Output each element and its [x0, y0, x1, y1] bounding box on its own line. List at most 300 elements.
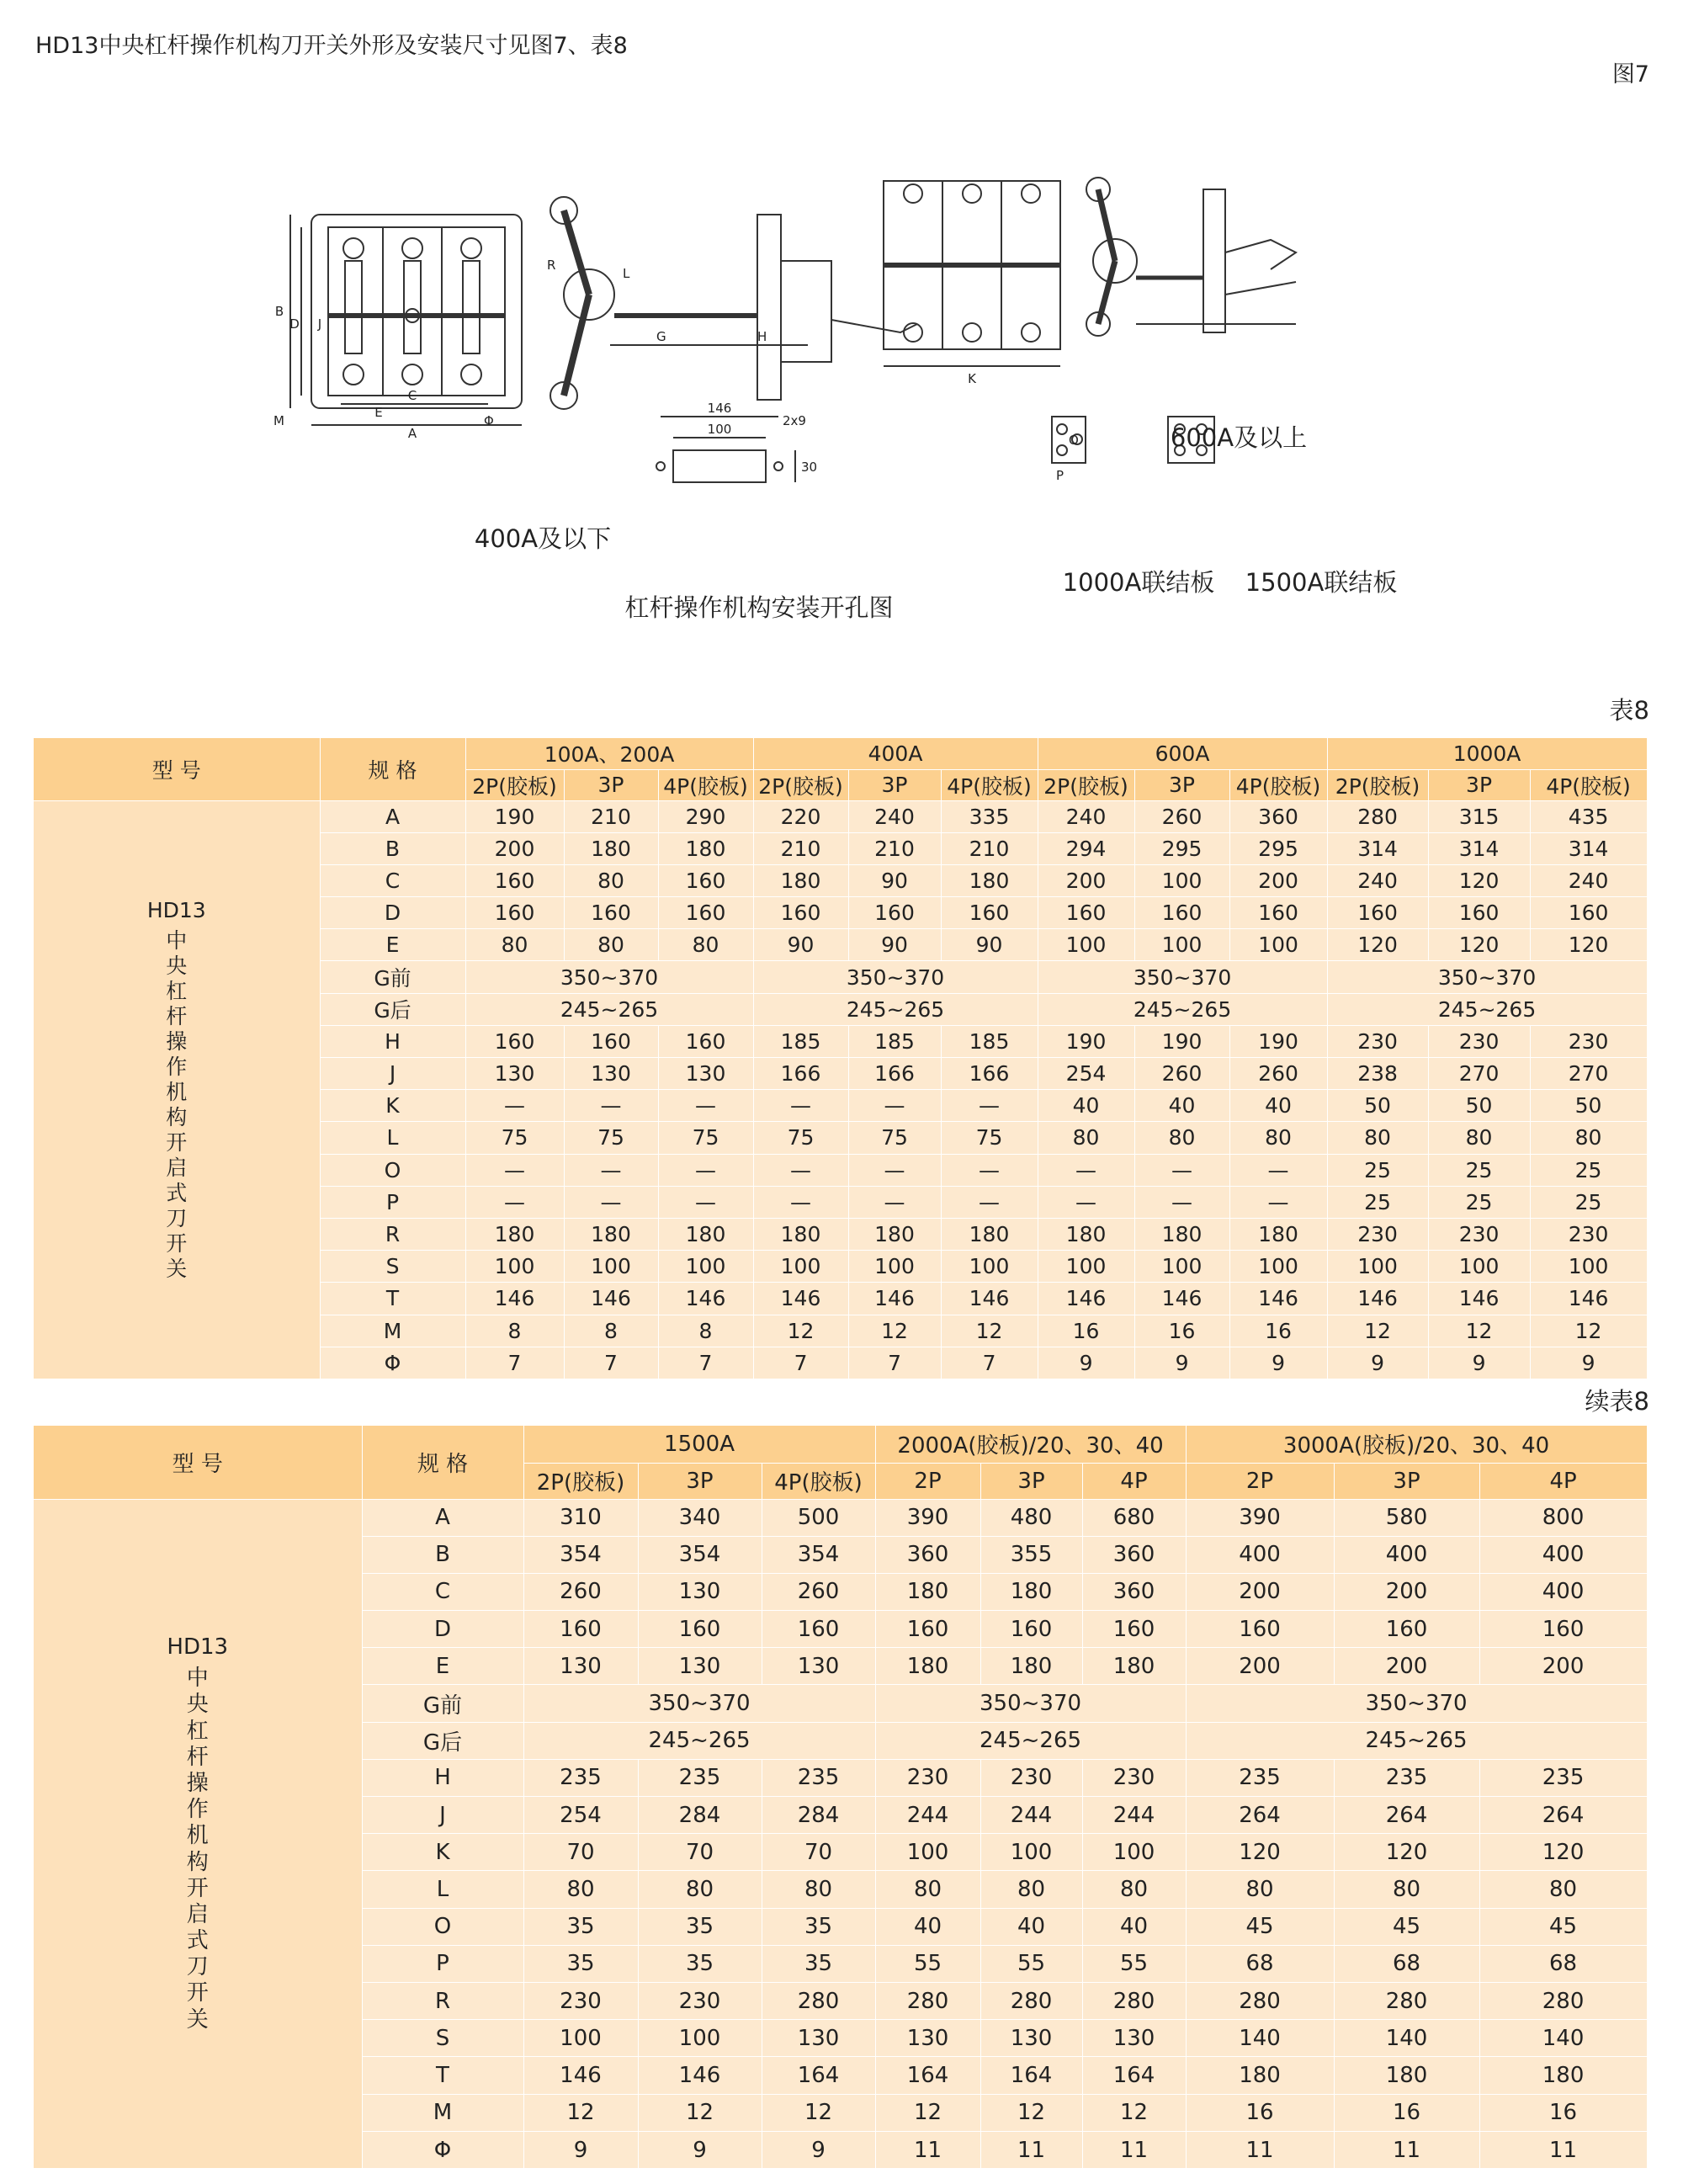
value-cell: — — [1038, 1186, 1134, 1218]
value-cell: 270 — [1530, 1058, 1647, 1090]
value-cell: 160 — [523, 1611, 638, 1648]
spec-table-1 — [34, 738, 1648, 1379]
group-header: 400A — [753, 738, 1038, 769]
value-cell: 244 — [1082, 1797, 1186, 1834]
value-cell: 12 — [980, 2094, 1082, 2131]
value-cell: 11 — [875, 2131, 980, 2168]
caption-tie-1000: 1000A联结板 — [1062, 568, 1215, 597]
value-cell: 120 — [1428, 864, 1530, 896]
value-cell: 180 — [753, 864, 848, 896]
value-cell: 166 — [848, 1058, 941, 1090]
value-cell: 80 — [1229, 1122, 1327, 1154]
value-cell: 264 — [1186, 1797, 1334, 1834]
dim-phi: Φ — [484, 413, 494, 428]
group-header: 1000A — [1327, 738, 1647, 769]
pole-header: 4P(胶板) — [658, 769, 753, 800]
value-cell: 100 — [1134, 929, 1229, 961]
value-cell: 160 — [465, 897, 564, 929]
pole-header: 2P(胶板) — [1327, 769, 1428, 800]
value-cell: 180 — [941, 864, 1038, 896]
value-cell: 130 — [523, 1648, 638, 1685]
value-cell: 190 — [1229, 1025, 1327, 1057]
value-cell: 80 — [564, 929, 658, 961]
value-cell: 390 — [875, 1499, 980, 1536]
value-cell: 80 — [523, 1871, 638, 1908]
value-cell: 284 — [638, 1797, 762, 1834]
value-cell: 45 — [1186, 1908, 1334, 1945]
value-cell: 7 — [753, 1347, 848, 1379]
value-cell: 80 — [1082, 1871, 1186, 1908]
value-cell: 210 — [941, 832, 1038, 864]
spec-cell: E — [320, 929, 465, 961]
spec-cell: O — [320, 1154, 465, 1186]
spec-cell: D — [320, 897, 465, 929]
dim-E: E — [374, 405, 383, 420]
value-cell: 180 — [658, 1218, 753, 1250]
pole-header: 4P(胶板) — [1229, 769, 1327, 800]
merged-value-cell: 350~370 — [1038, 961, 1327, 993]
value-cell: 12 — [875, 2094, 980, 2131]
value-cell: 235 — [762, 1759, 875, 1796]
value-cell: 80 — [1530, 1122, 1647, 1154]
value-cell: 9 — [1038, 1347, 1134, 1379]
table2-label: 续表8 — [1585, 1387, 1649, 1416]
value-cell: 235 — [523, 1759, 638, 1796]
value-cell: 35 — [762, 1908, 875, 1945]
value-cell: 230 — [1428, 1218, 1530, 1250]
value-cell: 75 — [753, 1122, 848, 1154]
value-cell: 180 — [1334, 2057, 1479, 2094]
value-cell: 180 — [980, 1573, 1082, 1610]
value-cell: 12 — [753, 1315, 848, 1347]
value-cell: 190 — [465, 800, 564, 832]
dim-R: R — [547, 258, 556, 273]
pole-header: 2P — [1186, 1463, 1334, 1499]
value-cell: 400 — [1479, 1573, 1647, 1610]
value-cell: 80 — [658, 929, 753, 961]
value-cell: 235 — [1479, 1759, 1647, 1796]
spec-cell: L — [362, 1871, 523, 1908]
value-cell: 80 — [1479, 1871, 1647, 1908]
value-cell: 80 — [564, 864, 658, 896]
value-cell: 400 — [1186, 1536, 1334, 1573]
dim-A: A — [407, 426, 417, 441]
table-row — [34, 800, 1647, 832]
dim-D: D — [289, 316, 300, 332]
value-cell: 100 — [638, 2020, 762, 2057]
spec-cell: R — [320, 1218, 465, 1250]
spec-cell: P — [362, 1945, 523, 1982]
value-cell: — — [848, 1186, 941, 1218]
header-row-groups — [34, 738, 1647, 769]
value-cell: 200 — [1038, 864, 1134, 896]
cut-2x9: 2x9 — [783, 413, 806, 428]
value-cell: 160 — [1038, 897, 1134, 929]
value-cell: 35 — [638, 1945, 762, 1982]
value-cell: 11 — [1479, 2131, 1647, 2168]
cut-100: 100 — [707, 422, 732, 437]
value-cell: 40 — [1038, 1090, 1134, 1122]
value-cell: 180 — [1479, 2057, 1647, 2094]
caption-400: 400A及以下 — [474, 524, 612, 553]
pole-header: 2P — [875, 1463, 980, 1499]
value-cell: 185 — [848, 1025, 941, 1057]
value-cell: 50 — [1530, 1090, 1647, 1122]
value-cell: 294 — [1038, 832, 1134, 864]
value-cell: 160 — [753, 897, 848, 929]
value-cell: 25 — [1530, 1154, 1647, 1186]
dim-K: K — [968, 371, 976, 386]
merged-value-cell: 245~265 — [523, 1722, 875, 1759]
value-cell: 100 — [1229, 1251, 1327, 1283]
pole-header: 4P — [1479, 1463, 1647, 1499]
merged-value-cell: 350~370 — [523, 1685, 875, 1722]
value-cell: 80 — [1334, 1871, 1479, 1908]
value-cell: 360 — [875, 1536, 980, 1573]
value-cell: 260 — [1134, 1058, 1229, 1090]
value-cell: 190 — [1134, 1025, 1229, 1057]
pole-header: 3P — [564, 769, 658, 800]
model-description: 中央杠杆操作机构开启式刀开关 — [186, 1666, 209, 2033]
spec-cell: O — [362, 1908, 523, 1945]
value-cell: 146 — [658, 1283, 753, 1315]
value-cell: 12 — [848, 1315, 941, 1347]
group-header: 3000A(胶板)/20、30、40 — [1186, 1426, 1647, 1463]
value-cell: 180 — [1038, 1218, 1134, 1250]
spec-cell: A — [362, 1499, 523, 1536]
value-cell: 146 — [1038, 1283, 1134, 1315]
value-cell: 264 — [1334, 1797, 1479, 1834]
value-cell: 160 — [658, 1025, 753, 1057]
value-cell: 354 — [762, 1536, 875, 1573]
value-cell: 35 — [638, 1908, 762, 1945]
cut-146: 146 — [707, 401, 732, 416]
pole-header: 3P — [1134, 769, 1229, 800]
value-cell: 160 — [1327, 897, 1428, 929]
value-cell: 9 — [1428, 1347, 1530, 1379]
value-cell: 435 — [1530, 800, 1647, 832]
value-cell: 140 — [1334, 2020, 1479, 2057]
value-cell: 9 — [523, 2131, 638, 2168]
value-cell: 130 — [465, 1058, 564, 1090]
merged-value-cell: 245~265 — [1038, 993, 1327, 1025]
value-cell: 50 — [1327, 1090, 1428, 1122]
value-cell: 160 — [1530, 897, 1647, 929]
model-name: HD13 — [167, 1634, 229, 1661]
value-cell: 16 — [1134, 1315, 1229, 1347]
value-cell: 480 — [980, 1499, 1082, 1536]
value-cell: 160 — [658, 897, 753, 929]
value-cell: 146 — [1530, 1283, 1647, 1315]
value-cell: 400 — [1479, 1536, 1647, 1573]
value-cell: 100 — [1134, 864, 1229, 896]
value-cell: 160 — [762, 1611, 875, 1648]
value-cell: 295 — [1134, 832, 1229, 864]
value-cell: 146 — [753, 1283, 848, 1315]
value-cell: 45 — [1334, 1908, 1479, 1945]
value-cell: 16 — [1186, 2094, 1334, 2131]
spec-cell: G后 — [362, 1722, 523, 1759]
value-cell: 160 — [848, 897, 941, 929]
value-cell: 230 — [638, 1982, 762, 2019]
dim-J: J — [317, 316, 322, 332]
value-cell: 45 — [1479, 1908, 1647, 1945]
value-cell: 40 — [980, 1908, 1082, 1945]
pole-header: 2P(胶板) — [1038, 769, 1134, 800]
value-cell: 40 — [1082, 1908, 1186, 1945]
value-cell: 70 — [523, 1834, 638, 1871]
value-cell: 35 — [762, 1945, 875, 1982]
value-cell: 260 — [762, 1573, 875, 1610]
value-cell: 11 — [1186, 2131, 1334, 2168]
spec-cell: G前 — [320, 961, 465, 993]
value-cell: 166 — [941, 1058, 1038, 1090]
value-cell: 146 — [1134, 1283, 1229, 1315]
value-cell: — — [848, 1090, 941, 1122]
value-cell: 260 — [1134, 800, 1229, 832]
value-cell: 130 — [1082, 2020, 1186, 2057]
value-cell: 40 — [1229, 1090, 1327, 1122]
value-cell: 16 — [1479, 2094, 1647, 2131]
value-cell: 200 — [1229, 864, 1327, 896]
value-cell: 230 — [1082, 1759, 1186, 1796]
value-cell: 146 — [523, 2057, 638, 2094]
dim-B: B — [274, 304, 284, 319]
value-cell: 160 — [1479, 1611, 1647, 1648]
value-cell: 11 — [1082, 2131, 1186, 2168]
value-cell: 11 — [1334, 2131, 1479, 2168]
spec-cell: M — [320, 1315, 465, 1347]
cutout-rect — [673, 450, 766, 482]
spec-cell: B — [362, 1536, 523, 1573]
spec-cell: M — [362, 2094, 523, 2131]
spec-cell: Φ — [362, 2131, 523, 2168]
value-cell: 9 — [638, 2131, 762, 2168]
value-cell: 90 — [941, 929, 1038, 961]
value-cell: — — [941, 1154, 1038, 1186]
value-cell: 240 — [1327, 864, 1428, 896]
value-cell: — — [564, 1186, 658, 1218]
model-header: 型 号 — [34, 738, 320, 800]
value-cell: 75 — [941, 1122, 1038, 1154]
value-cell: 75 — [465, 1122, 564, 1154]
spec-cell: K — [362, 1834, 523, 1871]
value-cell: 240 — [1530, 864, 1647, 896]
value-cell: 100 — [1428, 1251, 1530, 1283]
value-cell: 200 — [1334, 1573, 1479, 1610]
value-cell: 55 — [1082, 1945, 1186, 1982]
value-cell: 80 — [1327, 1122, 1428, 1154]
value-cell: 164 — [1082, 2057, 1186, 2094]
value-cell: 270 — [1428, 1058, 1530, 1090]
value-cell: 235 — [638, 1759, 762, 1796]
value-cell: 200 — [1186, 1648, 1334, 1685]
side-plate — [757, 215, 781, 400]
value-cell: 230 — [1530, 1025, 1647, 1057]
value-cell: 55 — [875, 1945, 980, 1982]
value-cell: 160 — [564, 1025, 658, 1057]
value-cell: 354 — [638, 1536, 762, 1573]
spec-cell: T — [320, 1283, 465, 1315]
value-cell: 9 — [1229, 1347, 1327, 1379]
model-cell — [34, 1499, 362, 2168]
model-cell — [34, 800, 320, 1379]
value-cell: 314 — [1327, 832, 1428, 864]
merged-value-cell: 245~265 — [875, 1722, 1186, 1759]
value-cell: 295 — [1229, 832, 1327, 864]
value-cell: 390 — [1186, 1499, 1334, 1536]
dim-H: H — [757, 329, 767, 344]
spec-cell: S — [320, 1251, 465, 1283]
spec-cell: L — [320, 1122, 465, 1154]
value-cell: — — [564, 1090, 658, 1122]
value-cell: 254 — [523, 1797, 638, 1834]
value-cell: 180 — [875, 1573, 980, 1610]
value-cell: 235 — [1186, 1759, 1334, 1796]
value-cell: — — [658, 1154, 753, 1186]
value-cell: 146 — [1428, 1283, 1530, 1315]
merged-value-cell: 350~370 — [465, 961, 753, 993]
value-cell: 160 — [465, 1025, 564, 1057]
value-cell: 100 — [523, 2020, 638, 2057]
value-cell: 12 — [762, 2094, 875, 2131]
value-cell: 12 — [1327, 1315, 1428, 1347]
value-cell: 230 — [523, 1982, 638, 2019]
spec-cell: E — [362, 1648, 523, 1685]
pole-header: 4P — [1082, 1463, 1186, 1499]
model-name: HD13 — [146, 897, 206, 922]
value-cell: 100 — [1038, 1251, 1134, 1283]
spec-cell: G后 — [320, 993, 465, 1025]
value-cell: 120 — [1334, 1834, 1479, 1871]
value-cell: 100 — [753, 1251, 848, 1283]
value-cell: 284 — [762, 1797, 875, 1834]
value-cell: 314 — [1530, 832, 1647, 864]
value-cell: 130 — [875, 2020, 980, 2057]
value-cell: 280 — [762, 1982, 875, 2019]
dim-O: O — [1069, 433, 1079, 448]
value-cell: 160 — [941, 897, 1038, 929]
value-cell: 580 — [1334, 1499, 1479, 1536]
value-cell: 164 — [980, 2057, 1082, 2094]
value-cell: 75 — [848, 1122, 941, 1154]
value-cell: 7 — [848, 1347, 941, 1379]
value-cell: 180 — [753, 1218, 848, 1250]
value-cell: 100 — [564, 1251, 658, 1283]
value-cell: 100 — [1038, 929, 1134, 961]
value-cell: 340 — [638, 1499, 762, 1536]
value-cell: — — [465, 1090, 564, 1122]
value-cell: 25 — [1327, 1154, 1428, 1186]
value-cell: 100 — [658, 1251, 753, 1283]
value-cell: — — [1229, 1186, 1327, 1218]
value-cell: 160 — [658, 864, 753, 896]
value-cell: 12 — [1428, 1315, 1530, 1347]
value-cell: 240 — [848, 800, 941, 832]
value-cell: 50 — [1428, 1090, 1530, 1122]
dim-C: C — [407, 388, 417, 403]
value-cell: 146 — [1229, 1283, 1327, 1315]
spec-cell: S — [362, 2020, 523, 2057]
pole-header: 3P — [1334, 1463, 1479, 1499]
value-cell: 160 — [1428, 897, 1530, 929]
value-cell: 280 — [1479, 1982, 1647, 2019]
value-cell: 75 — [658, 1122, 753, 1154]
spec-table-2 — [34, 1426, 1648, 2168]
value-cell: 100 — [875, 1834, 980, 1871]
value-cell: 160 — [1334, 1611, 1479, 1648]
value-cell: 180 — [1186, 2057, 1334, 2094]
cut-30: 30 — [801, 460, 818, 475]
dim-M: M — [273, 413, 284, 428]
caption-600: 600A及以上 — [1170, 423, 1308, 452]
value-cell: 100 — [980, 1834, 1082, 1871]
merged-value-cell: 245~265 — [465, 993, 753, 1025]
value-cell: 254 — [1038, 1058, 1134, 1090]
value-cell: 146 — [638, 2057, 762, 2094]
value-cell: 200 — [465, 832, 564, 864]
value-cell: 200 — [1479, 1648, 1647, 1685]
value-cell: 180 — [465, 1218, 564, 1250]
value-cell: 130 — [658, 1058, 753, 1090]
value-cell: 180 — [848, 1218, 941, 1250]
group-header: 100A、200A — [465, 738, 753, 769]
value-cell: 240 — [1038, 800, 1134, 832]
value-cell: 80 — [875, 1871, 980, 1908]
spec-cell: Φ — [320, 1347, 465, 1379]
value-cell: 68 — [1334, 1945, 1479, 1982]
spec-header: 规 格 — [320, 738, 465, 800]
page-title: HD13中央杠杆操作机构刀开关外形及安装尺寸见图7、表8 — [35, 33, 628, 59]
value-cell: 25 — [1327, 1186, 1428, 1218]
value-cell: 235 — [1334, 1759, 1479, 1796]
value-cell: 160 — [1082, 1611, 1186, 1648]
value-cell: 8 — [564, 1315, 658, 1347]
spec-cell: G前 — [362, 1685, 523, 1722]
model-description: 中央杠杆操作机构开启式刀开关 — [166, 927, 188, 1281]
value-cell: 164 — [762, 2057, 875, 2094]
value-cell: 130 — [638, 1573, 762, 1610]
pole-header: 3P — [1428, 769, 1530, 800]
value-cell: — — [753, 1090, 848, 1122]
spec-cell: H — [320, 1025, 465, 1057]
value-cell: 80 — [465, 929, 564, 961]
spec-cell: B — [320, 832, 465, 864]
pole-header: 2P(胶板) — [523, 1463, 638, 1499]
value-cell: 80 — [1038, 1122, 1134, 1154]
value-cell: 80 — [638, 1871, 762, 1908]
value-cell: 90 — [753, 929, 848, 961]
value-cell: 90 — [848, 929, 941, 961]
pole-header: 3P — [848, 769, 941, 800]
value-cell: 185 — [753, 1025, 848, 1057]
spec-cell: T — [362, 2057, 523, 2094]
value-cell: 68 — [1186, 1945, 1334, 1982]
value-cell: 12 — [638, 2094, 762, 2131]
value-cell: 160 — [1186, 1611, 1334, 1648]
merged-value-cell: 245~265 — [1327, 993, 1647, 1025]
value-cell: 260 — [1229, 1058, 1327, 1090]
value-cell: 354 — [523, 1536, 638, 1573]
value-cell: 100 — [1530, 1251, 1647, 1283]
value-cell: 180 — [1134, 1218, 1229, 1250]
value-cell: 280 — [1327, 800, 1428, 832]
value-cell: 230 — [1327, 1218, 1428, 1250]
value-cell: 35 — [523, 1945, 638, 1982]
caption-cutout: 杠杆操作机构安装开孔图 — [624, 593, 894, 622]
value-cell: — — [1229, 1154, 1327, 1186]
value-cell: 280 — [980, 1982, 1082, 2019]
